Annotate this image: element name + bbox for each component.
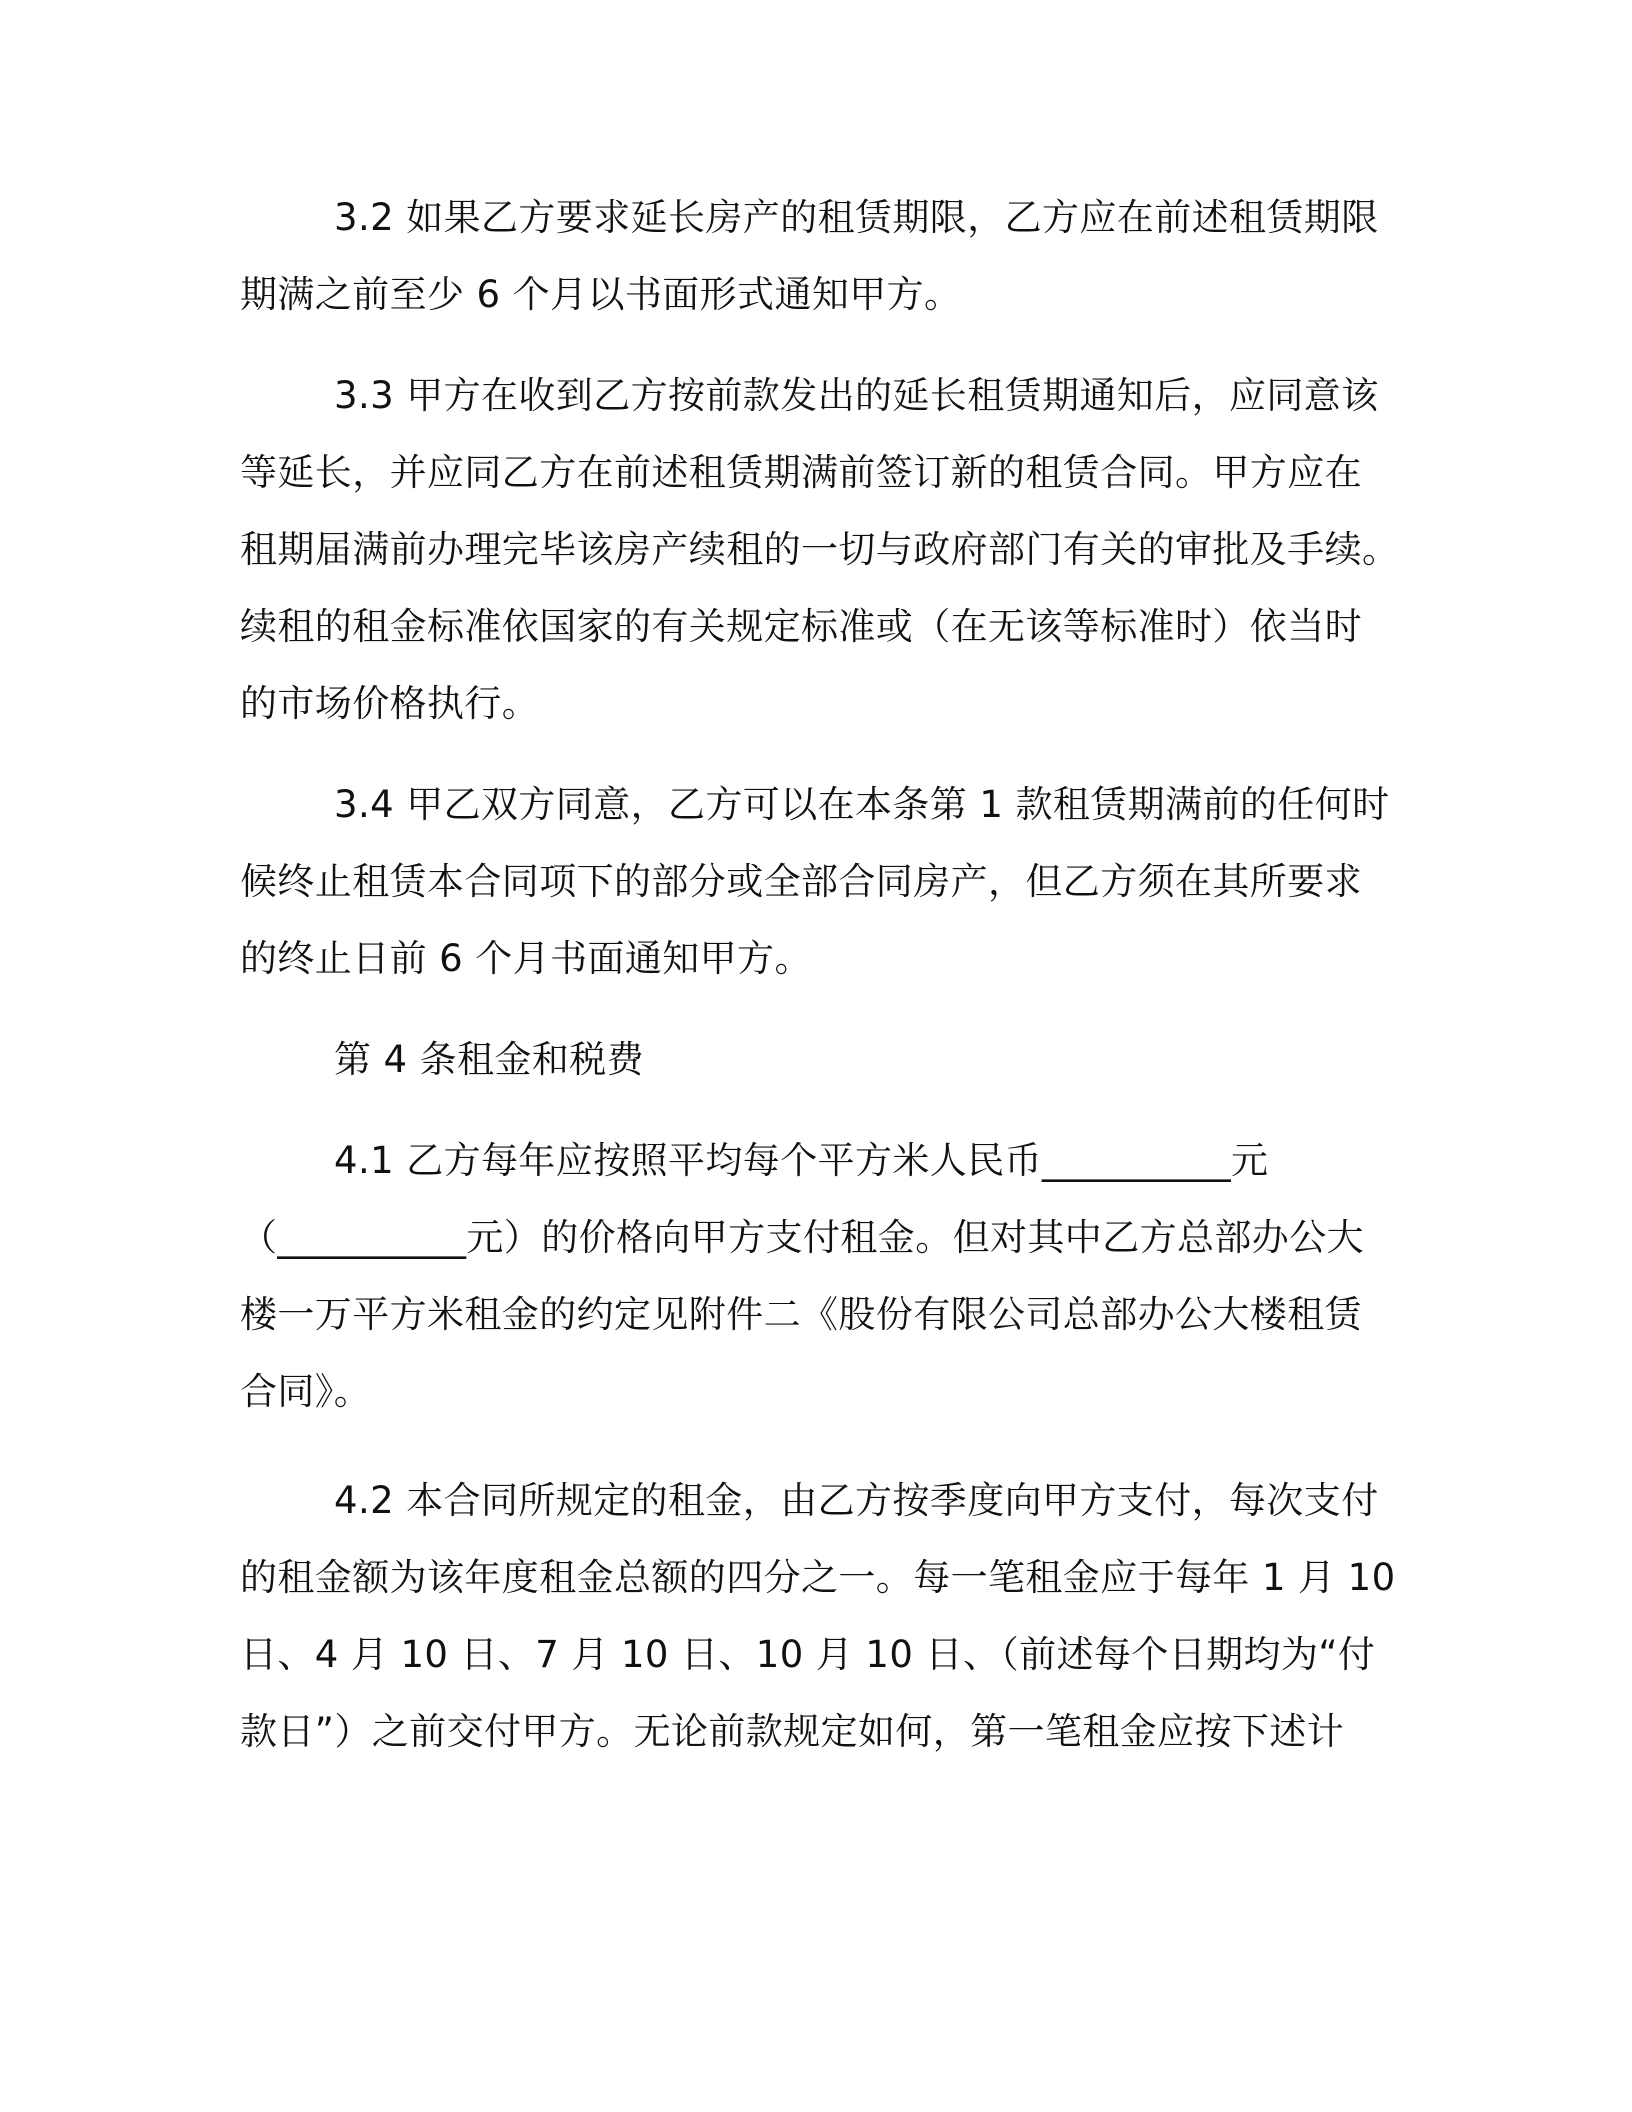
section-heading: 第 4 条租金和税费: [334, 1038, 645, 1081]
text-line: 4.1 乙方每年应按照平均每个平方米人民币__________元: [334, 1139, 1269, 1182]
text-line: 3.3 甲方在收到乙方按前款发出的延长租赁期通知后，应同意该: [334, 374, 1379, 417]
text-line: 楼一万平方米租金的约定见附件二《股份有限公司总部办公大楼租赁: [240, 1293, 1362, 1336]
text-line: （__________元）的价格向甲方支付租金。但对其中乙方总部办公大: [240, 1216, 1364, 1259]
text-line: 续租的租金标准依国家的有关规定标准或（在无该等标准时）依当时: [240, 605, 1362, 648]
text-line: 3.2 如果乙方要求延长房产的租赁期限，乙方应在前述租赁期限: [334, 196, 1379, 239]
text-line: 期满之前至少 6 个月以书面形式通知甲方。: [240, 273, 962, 316]
text-line: 日、4 月 10 日、7 月 10 日、10 月 10 日、（前述每个日期均为“付: [240, 1633, 1376, 1676]
text-line: 等延长，并应同乙方在前述租赁期满前签订新的租赁合同。甲方应在: [240, 451, 1362, 494]
text-line: 的终止日前 6 个月书面通知甲方。: [240, 937, 812, 980]
text-line: 候终止租赁本合同项下的部分或全部合同房产，但乙方须在其所要求: [240, 860, 1362, 903]
text-line: 3.4 甲乙双方同意，乙方可以在本条第 1 款租赁期满前的任何时: [334, 783, 1390, 826]
text-line: 4.2 本合同所规定的租金，由乙方按季度向甲方支付，每次支付: [334, 1479, 1379, 1522]
text-line: 租期届满前办理完毕该房产续租的一切与政府部门有关的审批及手续。: [240, 528, 1400, 571]
text-line: 的租金额为该年度租金总额的四分之一。每一笔租金应于每年 1 月 10: [240, 1556, 1396, 1599]
text-line: 合同》。: [240, 1370, 372, 1413]
text-line: 的市场价格执行。: [240, 682, 540, 725]
text-line: 款日”）之前交付甲方。无论前款规定如何，第一笔租金应按下述计: [240, 1710, 1345, 1753]
